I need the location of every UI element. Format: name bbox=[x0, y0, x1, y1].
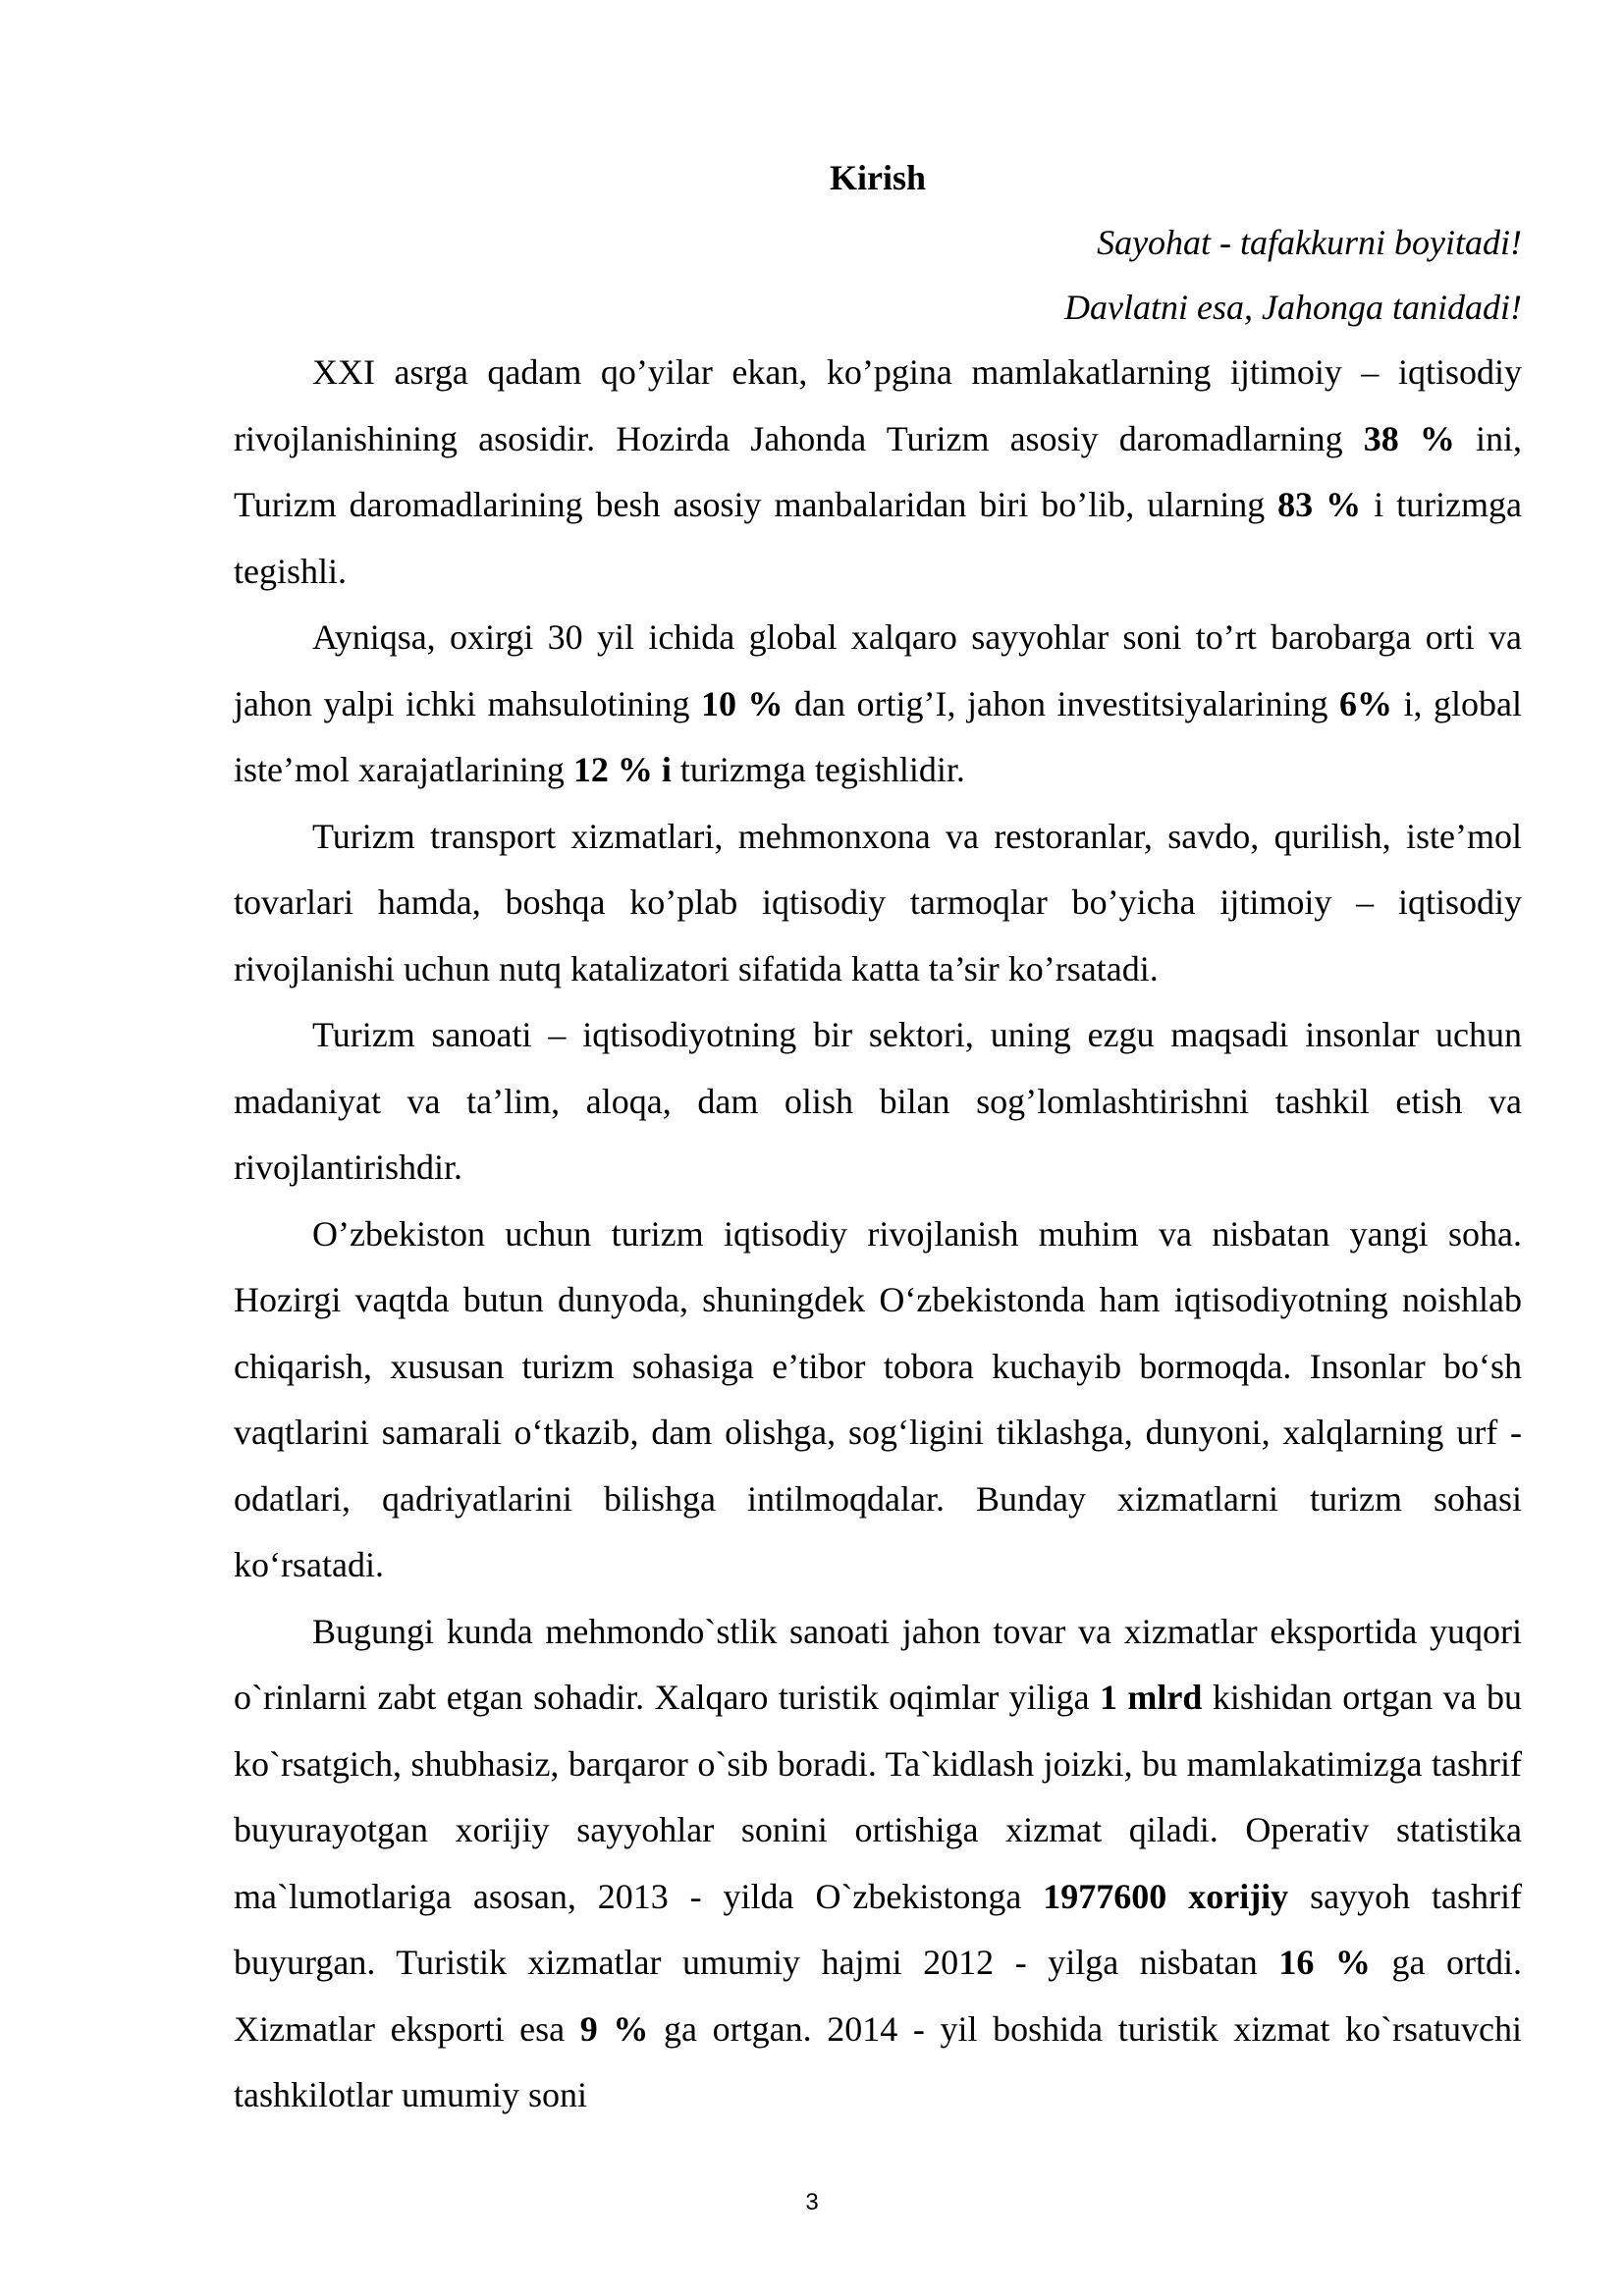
paragraph bbox=[234, 804, 1522, 1003]
paragraph bbox=[234, 1201, 1522, 1599]
text-run: Turizm transport xizmatlari, mehmonxona va restoranlar, savdo, qurilish, iste’mol tovarlari hamda, boshqa ko’plab iqtisodiy tarmoqlar bo’yicha ijtimoiy – iqtisodiy rivojlanishi uchun nutq katalizatori sifatida katta ta’sir ko’rsatadi. bbox=[234, 816, 1522, 988]
text-run: ini, Turizm daromadlarining besh asosiy manbalaridan biri bo’lib, ularning bbox=[234, 418, 1522, 524]
paragraph bbox=[234, 1002, 1522, 1201]
body-text bbox=[234, 340, 1522, 2129]
bold-text-run: 1 mlrd bbox=[1100, 1678, 1203, 1717]
text-run: ga ortgan. 2014 - yil boshida turistik xizmat ko`rsatuvchi tashkilotlar umumiy soni bbox=[234, 2008, 1522, 2114]
text-run: i turizmga tegishli. bbox=[234, 485, 1523, 591]
bold-text-run: 6% bbox=[1339, 683, 1392, 723]
text-run: sayyoh tashrif buyurgan. Turistik xizmatlar umumiy hajmi 2012 - yilga nisbatan bbox=[234, 1876, 1522, 1982]
bold-text-run: 12 % i bbox=[572, 750, 672, 789]
bold-text-run: 1977600 xorijiy bbox=[1043, 1876, 1289, 1916]
document-page bbox=[234, 145, 1522, 2129]
text-run: Bugungi kunda mehmondo`stlik sanoati jahon tovar va xizmatlar eksportida yuqori o`rinlarni zabt etgan sohadir. Xalqaro turistik oqimlar yiliga bbox=[234, 1611, 1522, 1717]
text-run: Turizm sanoati – iqtisodiyotning bir sektori, uning ezgu maqsadi insonlar uchun madaniyat va ta’lim, aloqa, dam olish bilan sog’lomlashtirishni tashkil etish va rivojlantirishdir. bbox=[234, 1015, 1522, 1187]
epigraph-line-1: Sayohat - tafakkurni boyitadi! bbox=[1097, 223, 1522, 262]
paragraph bbox=[234, 605, 1522, 804]
bold-text-run: 83 % bbox=[1277, 485, 1362, 524]
text-run: kishidan ortgan va bu ko`rsatgich, shubhasiz, barqaror o`sib boradi. Ta`kidlash joizki, bu mamlakatimizga tashrif buyurayotgan xorijiy sayyohlar sonini ortishiga xizmat qiladi. Operativ statistika ma`lumotlariga asosan, 2013 - yilda O`zbekistonga bbox=[234, 1678, 1522, 1916]
epigraph-line-2: Davlatni esa, Jahonga tanidadi! bbox=[1064, 288, 1522, 327]
text-run: Ayniqsa, oxirgi 30 yil ichida global xalqaro sayyohlar soni to’rt barobarga orti va jahon yalpi ichki mahsulotining bbox=[234, 617, 1522, 723]
bold-text-run: 16 % bbox=[1278, 1943, 1371, 1982]
bold-text-run: 10 % bbox=[701, 683, 784, 723]
text-run: dan ortig’I, jahon investitsiyalarining bbox=[783, 683, 1339, 723]
document-title: Kirish bbox=[829, 158, 926, 197]
text-run: XXI asrga qadam qo’yilar ekan, ko’pgina mamlakatlarning ijtimoiy – iqtisodiy rivojlanishining asosidir. Hozirda Jahonda Turizm asosiy daromadlarning bbox=[234, 352, 1522, 458]
text-run: i, global iste’mol xarajatlarining bbox=[234, 683, 1523, 789]
bold-text-run: 9 % bbox=[579, 2008, 649, 2049]
bold-text-run: 38 % bbox=[1363, 418, 1455, 458]
text-run: ga ortdi. Xizmatlar eksporti esa bbox=[234, 1943, 1522, 2049]
text-run: O’zbekiston uchun turizm iqtisodiy rivojlanish muhim va nisbatan yangi soha. Hozirgi vaqtda butun dunyoda, shuningdek O‘zbekistonda ham iqtisodiyotning noishlab chiqarish, xususan turizm sohasiga e’tibor tobora kuchayib bormoqda. Insonlar bo‘sh vaqtlarini samarali o‘tkazib, dam olishga, sog‘ligini tiklashga, dunyoni, xalqlarning urf - odatlari, qadriyatlarini bilishga intilmoqdalar. Bunday xizmatlarni turizm sohasi ko‘rsatadi. bbox=[234, 1213, 1522, 1584]
page-number: 3 bbox=[805, 2189, 819, 2216]
text-run: turizmga tegishlidir. bbox=[671, 750, 965, 789]
paragraph bbox=[234, 1599, 1522, 2129]
paragraph bbox=[234, 340, 1522, 605]
